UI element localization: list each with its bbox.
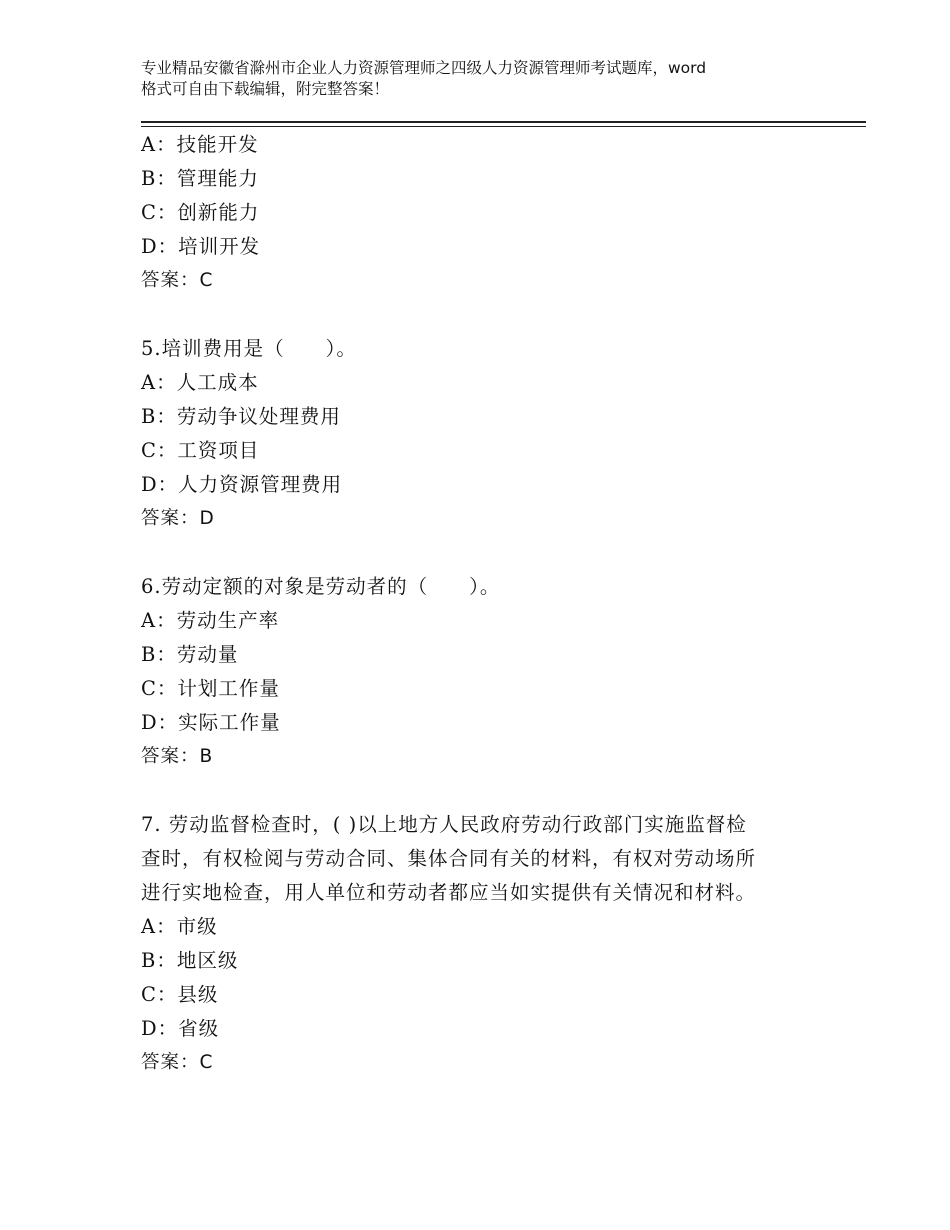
header-rule-thick	[141, 121, 866, 123]
question-stem-line-1: 7. 劳动监督检查时，( )以上地方人民政府劳动行政部门实施监督检	[141, 813, 747, 836]
option-d: D：人力资源管理费用	[141, 473, 343, 496]
option-d: D：培训开发	[141, 235, 261, 258]
option-a: A：人工成本	[141, 371, 259, 394]
question-7	[141, 808, 821, 1080]
question-4	[141, 128, 821, 298]
option-a: A：技能开发	[141, 133, 259, 156]
answer: 答案：C	[141, 270, 214, 291]
question-6	[141, 570, 821, 774]
question-stem: 6.劳动定额的对象是劳动者的（ ）。	[141, 575, 501, 598]
option-b: B：劳动争议处理费用	[141, 405, 341, 428]
spacer	[141, 298, 821, 332]
option-b: B：劳动量	[141, 643, 239, 666]
question-5	[141, 332, 821, 536]
question-stem-line-3: 进行实地检查，用人单位和劳动者都应当如实提供有关情况和材料。	[141, 881, 757, 904]
question-list	[141, 128, 821, 1080]
header-line-1: 专业精品安徽省滁州市企业人力资源管理师之四级人力资源管理师考试题库，word	[141, 59, 707, 77]
spacer	[141, 774, 821, 808]
option-c: C：县级	[141, 983, 219, 1006]
header-line-2: 格式可自由下载编辑，附完整答案！	[141, 80, 390, 98]
option-a: A：市级	[141, 915, 218, 938]
option-c: C：工资项目	[141, 439, 260, 462]
option-c: C：计划工作量	[141, 677, 280, 700]
answer: 答案：C	[141, 1052, 214, 1073]
option-d: D：实际工作量	[141, 711, 281, 734]
option-a: A：劳动生产率	[141, 609, 280, 632]
spacer	[141, 536, 821, 570]
option-b: B：地区级	[141, 949, 239, 972]
question-stem-line-2: 查时，有权检阅与劳动合同、集体合同有关的材料，有权对劳动场所	[141, 847, 757, 870]
question-stem: 5.培训费用是（ ）。	[141, 337, 357, 360]
document-header	[141, 58, 841, 100]
option-b: B：管理能力	[141, 167, 259, 190]
option-d: D：省级	[141, 1017, 220, 1040]
answer: 答案：D	[141, 508, 215, 529]
answer: 答案：B	[141, 746, 214, 767]
header-rule-thin	[141, 126, 866, 127]
option-c: C：创新能力	[141, 201, 260, 224]
